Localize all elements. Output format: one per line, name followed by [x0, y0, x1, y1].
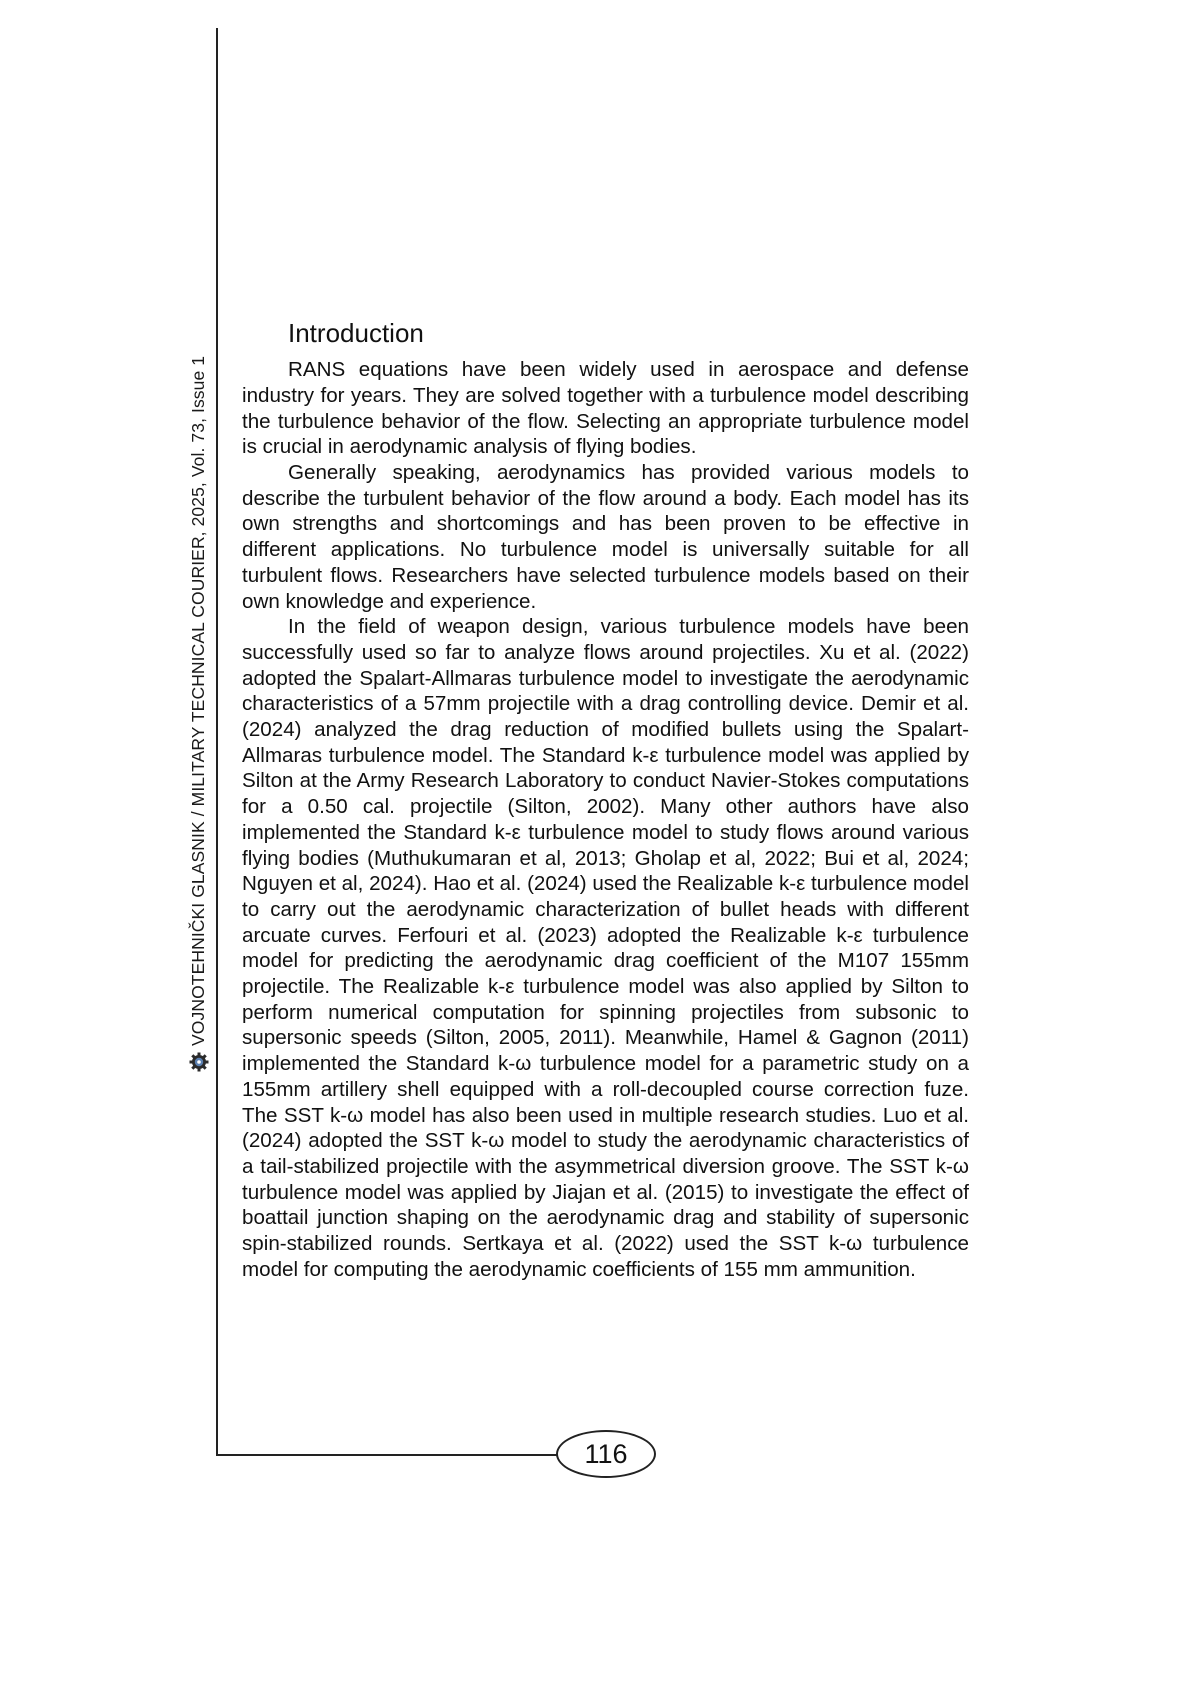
paragraph-2: Generally speaking, aerodynamics has provided various models to describe the turbulent behavior of the flow around a body. Each model has its own strengths and shortcomings and has been proven to be effective in different applications. No turbulence model is universally suitable for all turbulent flows. Researchers have selected turbulence models based on their own knowledge and experience.: [242, 461, 969, 613]
section-heading: Introduction: [288, 318, 424, 348]
paragraph-3: In the field of weapon design, various turbulence models have been successfully used so far to analyze flows around projectiles. Xu et al. (2022) adopted the Spalart-Allmaras turbulence model to investigate the aerodynamic characteristics of a 57mm projectile with a drag controlling device. Demir et al. (2024) analyzed the drag reduction of modified bullets using the Spalart-Allmaras turbulence model. The Standard k-ε turbulence model was applied by Silton at the Army Research Laboratory to conduct Navier-Stokes computations for a 0.50 cal. projectile (Silton, 2002). Many other authors have also implemented the Standard k-ε turbulence model to study flows around various flying bodies (Muthukumaran et al, 2013; Gholap et al, 2022; Bui et al, 2024; Nguyen et al, 2024). Hao et al. (2024) used the Realizable k-ε turbulence model to carry out the aerodynamic characterization of bullet heads with different arcuate curves. Ferfouri et al. (2023) adopted the Realizable k-ε turbulence model for predicting the aerodynamic drag coefficient of the M107 155mm projectile. The Realizable k-ε turbulence model was also applied by Silton to perform numerical computation for spinning projectiles from subsonic to supersonic speeds (Silton, 2005, 2011). Meanwhile, Hamel & Gagnon (2011) implemented the Standard k-ω turbulence model for a parametric study on a 155mm artillery shell equipped with a roll-decoupled course correction fuze. The SST k-ω model has also been used in multiple research studies. Luo et al. (2024) adopted the SST k-ω model to study the aerodynamic characteristics of a tail-stabilized projectile with the asymmetrical diversion groove. The SST k-ω turbulence model was applied by Jiajan et al. (2015) to investigate the effect of boattail junction shaping on the aerodynamic drag and stability of supersonic spin-stabilized rounds. Sertkaya et al. (2022) used the SST k-ω turbulence model for computing the aerodynamic coefficients of 155 mm ammunition.: [242, 615, 969, 1281]
running-head-text: VOJNOTEHNIČKI GLASNIK / MILITARY TECHNICAL COURIER, 2025, Vol. 73, Issue 1: [188, 355, 208, 1046]
page-number: 116: [556, 1430, 656, 1478]
article-body: [242, 318, 969, 1283]
running-head: [188, 356, 209, 1072]
margin-rule-vertical: [216, 28, 218, 1456]
paragraph-1: RANS equations have been widely used in aerospace and defense industry for years. They are solved together with a turbulence model describing the turbulence behavior of the flow. Selecting an appropriate turbulence model is crucial in aerodynamic analysis of flying bodies.: [242, 358, 969, 459]
journal-gear-logo-icon: [189, 1052, 209, 1072]
footer-rule: [216, 1454, 576, 1456]
